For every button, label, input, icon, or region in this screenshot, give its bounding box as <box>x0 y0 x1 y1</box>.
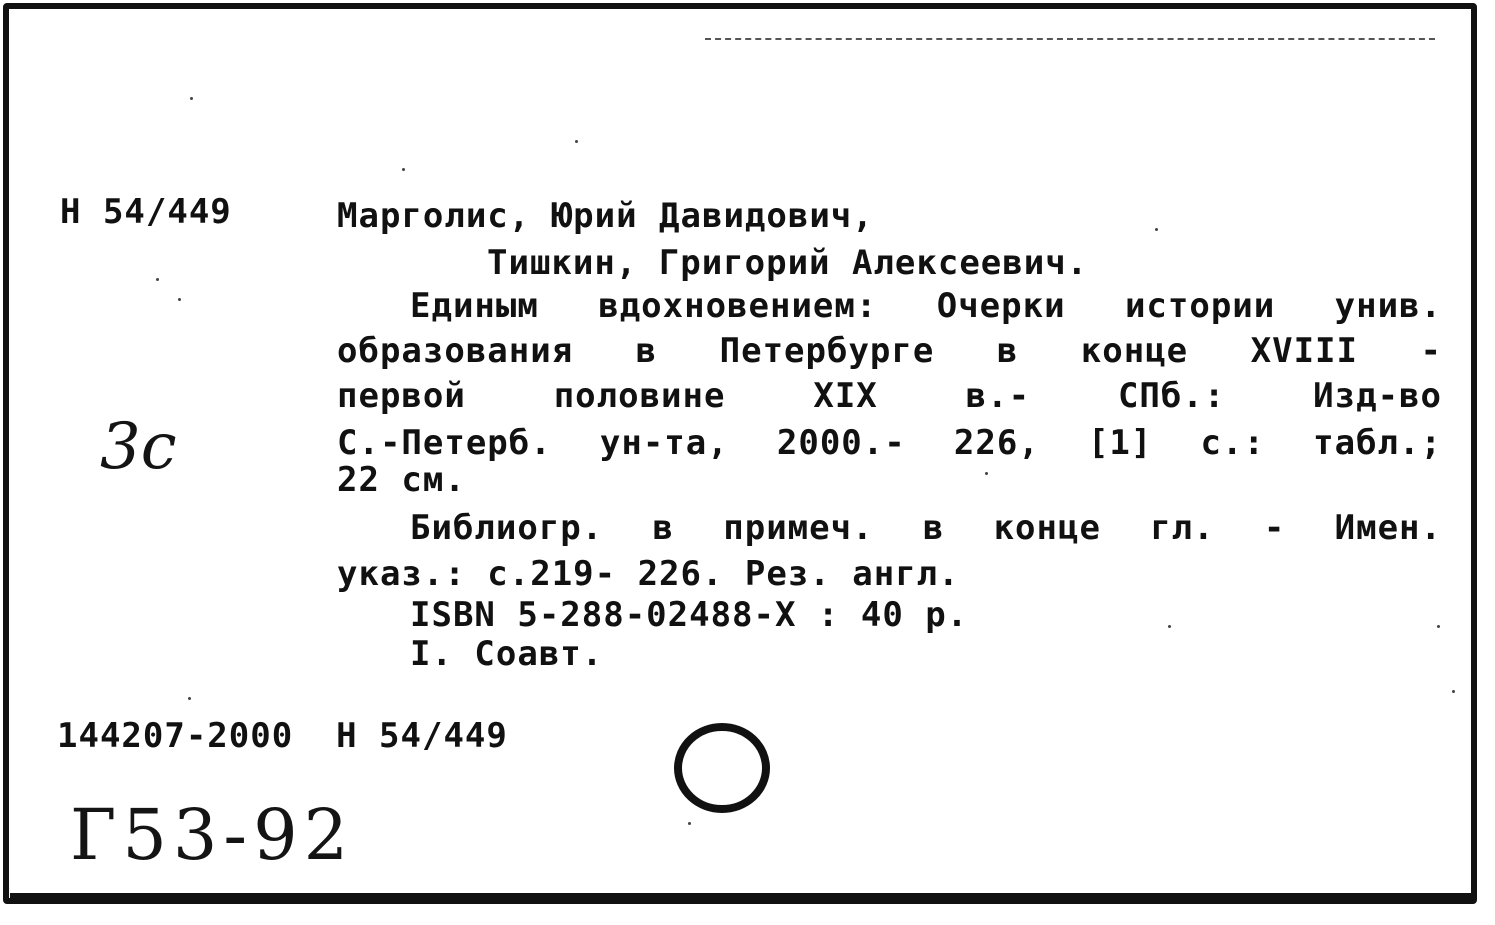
notes-line-2: указ.: с.219- 226. Рез. англ. <box>337 554 960 594</box>
notes-line-1: Библиогр. в примеч. в конце гл. - Имен. <box>410 508 1442 548</box>
handwritten-code: Г53-92 <box>70 794 355 876</box>
paper-speck <box>178 298 181 301</box>
paper-speck <box>156 278 159 281</box>
card-edge <box>1471 12 1477 897</box>
paper-speck <box>188 697 191 700</box>
circle-stamp <box>670 718 780 818</box>
paper-speck <box>402 168 405 171</box>
title-line-4: С.-Петерб. ун-та, 2000.- 226, [1] с.: табл.; <box>337 423 1442 463</box>
coauthor-line: I. Соавт. <box>410 634 604 674</box>
isbn-line: ISBN 5-288-02488-X : 40 р. <box>410 595 969 635</box>
paper-speck <box>1155 228 1158 231</box>
paper-speck <box>1437 625 1440 628</box>
paper-speck <box>1452 690 1455 693</box>
card-edge <box>10 893 1477 899</box>
author-primary: Марголис, Юрий Давидович, <box>337 196 874 236</box>
handwritten-mark: 3с <box>100 410 177 484</box>
paper-speck <box>1168 625 1171 628</box>
shelfmark: Н 54/449 <box>60 192 232 232</box>
title-line-3: первой половине XIX в.- СПб.: Изд-во <box>337 376 1442 416</box>
accession-number: 144207-2000 Н 54/449 <box>57 716 508 756</box>
top-dashed-line <box>705 38 1435 40</box>
author-secondary: Тишкин, Григорий Алексеевич. <box>487 243 1089 283</box>
title-line-2: образования в Петербурге в конце XVIII - <box>337 331 1442 371</box>
paper-speck <box>985 472 988 475</box>
size-line: 22 см. <box>337 460 466 500</box>
paper-speck <box>688 822 691 825</box>
paper-speck <box>190 97 193 100</box>
title-line-1: Единым вдохновением: Очерки истории унив. <box>410 286 1442 326</box>
paper-speck <box>575 140 578 143</box>
